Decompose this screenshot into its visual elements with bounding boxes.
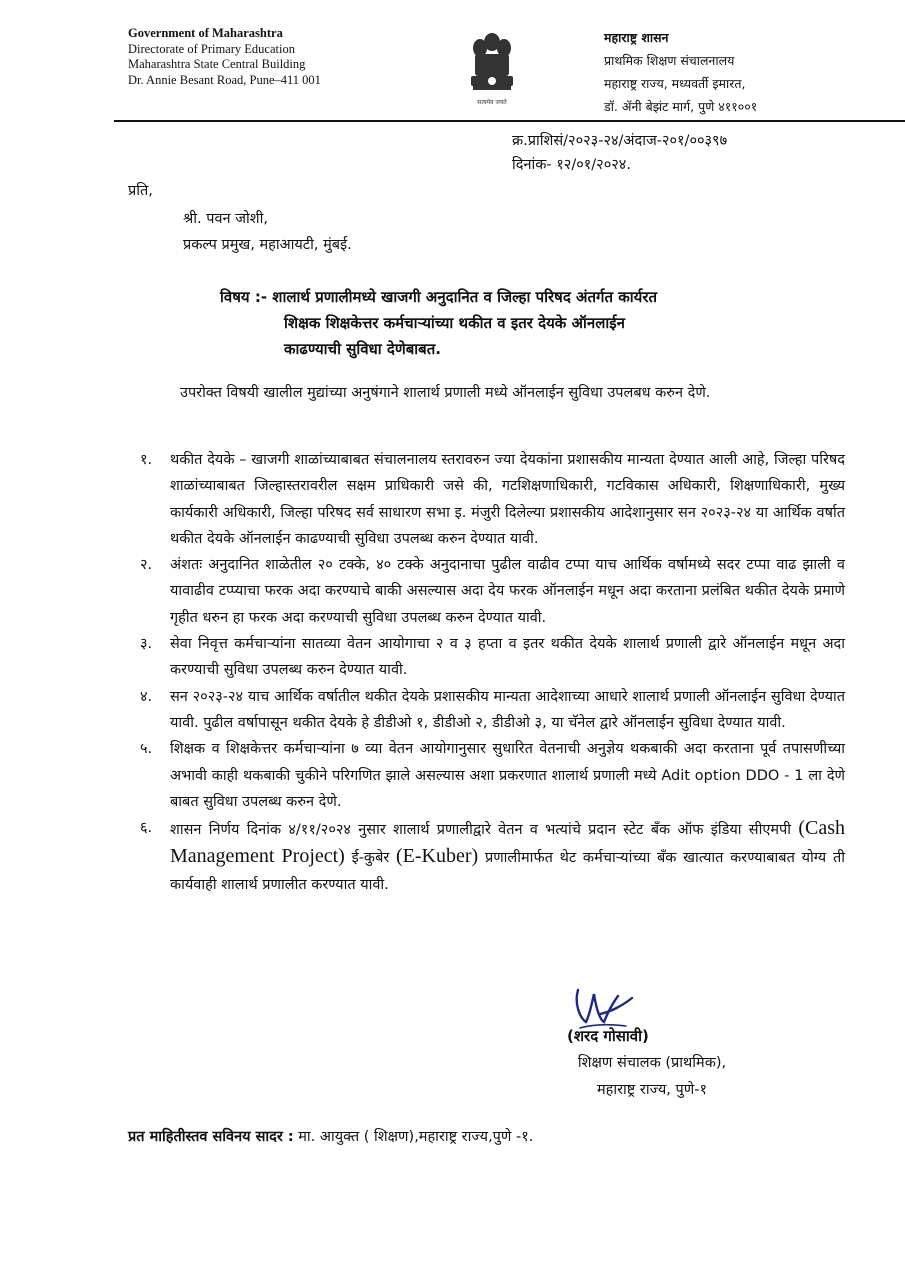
copy-label: प्रत माहितीस्तव सविनय सादर : (128, 1129, 294, 1145)
header-marathi-block (604, 26, 757, 118)
state-emblem (463, 28, 521, 110)
points-list (140, 447, 845, 898)
header-directorate: Directorate of Primary Education (128, 41, 295, 56)
list-item (140, 736, 845, 815)
copy-text: मा. आयुक्त ( शिक्षण),महाराष्ट्र राज्य,पुणे -१. (293, 1129, 534, 1145)
addressee-name: श्री. पवन जोशी, (183, 211, 268, 227)
point-number: १. (140, 452, 153, 468)
point-number: २. (140, 557, 153, 574)
point-number: ४. (140, 688, 153, 705)
header-govt-marathi: महाराष्ट्र शासन (604, 30, 669, 45)
point-text-part: शासन निर्णय दिनांक ४/११/२०२४ नुसार शालार्थ प्रणालीद्वारे वेतन व भत्यांचे प्रदान स्टेट बँक ऑफ इंडिया सीएमपी (170, 822, 799, 839)
point-number: ५. (140, 741, 153, 758)
emblem-motto: सत्यमेव जयते (477, 99, 507, 106)
point-text-part: ई-कुबेर (344, 850, 397, 867)
signatory-name: (शरद गोसावी) (567, 1027, 649, 1045)
intro-paragraph: उपरोक्त विषयी खालील मुद्यांच्या अनुषंगाने शालार्थ प्रणाली मध्ये ऑनलाईन सुविधा उपलबध करुन देणे. (180, 385, 711, 401)
point-text: थकीत देयके – खाजगी शाळांच्याबाबत संचालनालय स्तरावरुन ज्या देयकांना प्रशासकीय मान्यता देण्यात आली आहे, जिल्हा परिषद शाळांच्याबाबत जिल्हास्तरावरील सक्षम प्राधिकारी जसे की, गटशिक्षणाधिकारी, गटविकास अधिकारी, शिक्षणाधिकारी, मुख्य कार्यकारी अधिकारी, जिल्हा परिषद सर्व साधारण सभा इ. मंजुरी दिलेल्या प्रशासकीय आदेशानुसार सन २०२३-२४ या आर्थिक वर्षात थकीत देयके ऑनलाईन काढण्याची सुविधा उपलब्ध करुन देण्यात यावी. (170, 452, 845, 547)
header-govt: Government of Maharashtra (128, 26, 283, 40)
header-directorate-marathi: प्राथमिक शिक्षण संचालनालय (604, 53, 735, 68)
copy-to-line (128, 1126, 533, 1146)
signatory-designation: शिक्षण संचालक (प्राथमिक), (577, 1055, 727, 1071)
point-text (170, 815, 845, 898)
reference-block (512, 129, 727, 177)
reference-date: दिनांक- १२/०१/२०२४. (512, 157, 631, 173)
point-text-english: (Cash Management Project) (170, 817, 845, 868)
list-item (140, 631, 845, 684)
subject-block (220, 284, 840, 362)
signatory-place: महाराष्ट्र राज्य, पुणे-१ (597, 1082, 707, 1098)
list-item (140, 447, 845, 552)
header-address: Dr. Annie Besant Road, Pune–411 001 (128, 72, 321, 87)
list-item (140, 552, 845, 631)
subject-line-2: शिक्षक शिक्षकेत्तर कर्मचाऱ्यांच्या थकीत व इतर देयके ऑनलाईन (284, 314, 625, 332)
header-building: Maharashtra State Central Building (128, 57, 306, 71)
addressee-designation: प्रकल्प प्रमुख, महाआयटी, मुंबई. (183, 237, 352, 253)
point-text-part: प्रणालीमार्फत थेट कर्मचाऱ्यांच्या बँक खात्यात करण्याबाबत योग्य ती कार्यवाही शालार्थ प्रणालीत करण्यात यावी. (170, 850, 845, 893)
point-number: ३. (140, 636, 153, 653)
point-number: ६. (140, 820, 153, 837)
header-building-marathi: महाराष्ट्र राज्य, मध्यवर्ती इमारत, (604, 76, 746, 91)
header-divider (114, 120, 905, 122)
point-text: सन २०२३-२४ याच आर्थिक वर्षातील थकीत देयके प्रशासकीय मान्यता आदेशाच्या आधारे शालार्थ प्रणाली ऑनलाईन सुविधा देण्यात यावी. पुढील वर्षापासून थकीत देयके हे डीडीओ १, डीडीओ २, डीडीओ ३, या चॅनेल द्वारे ऑनलाईन सुविधा देण्यात यावी. (170, 688, 845, 731)
addressee-block (183, 206, 352, 258)
point-text: अंशतः अनुदानित शाळेतील २० टक्के, ४० टक्के अनुदानाचा पुढील वाढीव टप्पा याच आर्थिक वर्षामध्ये सदर टप्पा वाढ झाली व यावाढीव टप्प्याचा फरक अदा करण्याचे बाकी असल्यास अदा देय फरक ऑनलाईन मधून अदा करताना प्रलंबित थकीत देयके प्रमाणे गृहीत धरुन हा फरक अदा करण्याची सुविधा उपलब्ध करुन देण्यात यावी. (170, 557, 845, 626)
subject-line-1: विषय :- शालार्थ प्रणालीमध्ये खाजगी अनुदानित व जिल्हा परिषद अंतर्गत कार्यरत (220, 288, 658, 306)
point-text: शिक्षक व शिक्षकेत्तर कर्मचाऱ्यांना ७ व्या वेतन आयोगानुसार सुधारित वेतनाची अनुज्ञेय थकबाकी अदा करताना पूर्व तपासणीच्या अभावी काही थकबाकी चुकीने परिगणित झाले असल्यास अशा प्रकरणात शालार्थ प्रणाली मध्ये Adit option DDO - 1 ला देणे बाबत सुविधा उपलब्ध करुन देणे. (170, 741, 845, 810)
header-address-marathi: डॉ. ॲनी बेझंट मार्ग, पुणे ४११००१ (604, 99, 758, 114)
point-text-english: (E-Kuber) (396, 845, 479, 868)
header-english-block (128, 26, 321, 88)
point-text: सेवा निवृत्त कर्मचाऱ्यांना सातव्या वेतन आयोगाचा २ व ३ हप्ता व इतर थकीत देयके शालार्थ प्रणाली द्वारे ऑनलाईन मधून अदा करण्याची सुविधा उपलब्ध करुन देण्यात यावी. (170, 636, 845, 679)
signatory-block (552, 1050, 752, 1104)
list-item (140, 684, 845, 737)
subject-line-3: काढण्याची सुविधा देणेबाबत. (284, 340, 441, 358)
reference-number: क्र.प्राशिसं/२०२३-२४/अंदाज-२०१/००३९७ (512, 133, 728, 149)
addressee-prati: प्रति, (128, 183, 153, 199)
list-item (140, 815, 845, 898)
